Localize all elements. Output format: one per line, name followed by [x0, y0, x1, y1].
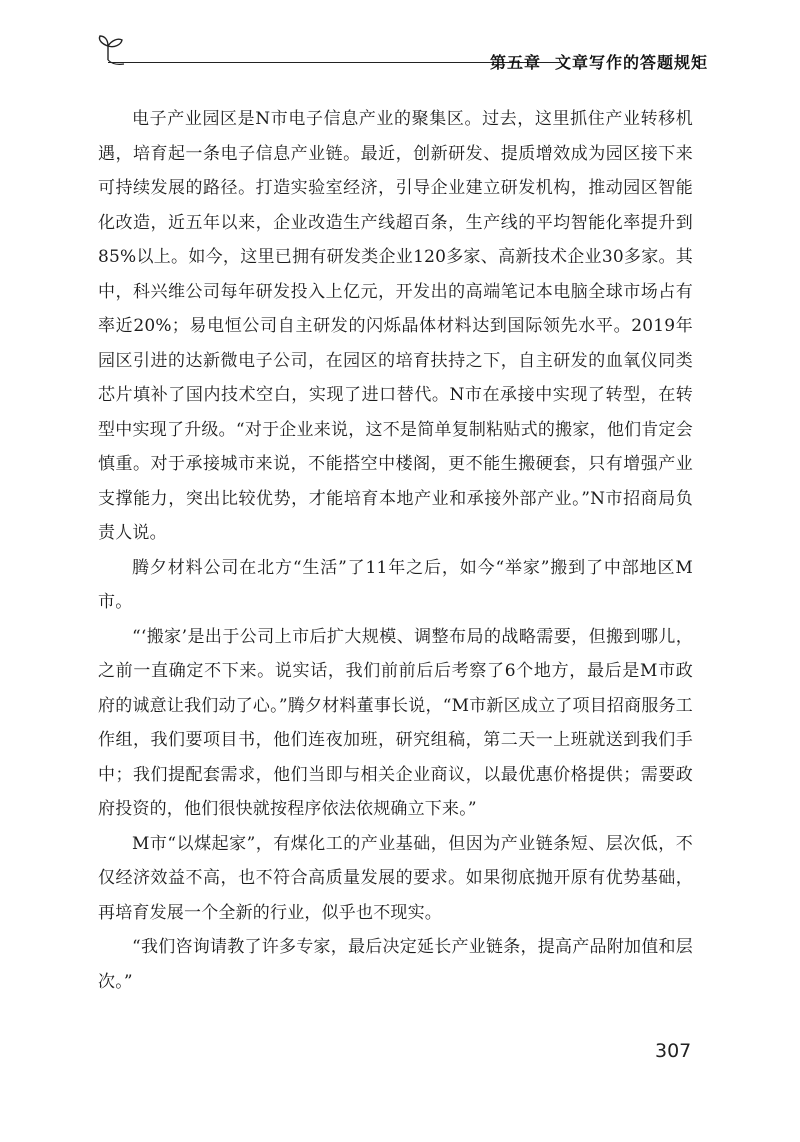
paragraph: “‘搬家’是出于公司上市后扩大规模、调整布局的战略需要，但搬到哪儿，之前一直确定不下来。说实话，我们前前后后考察了6个地方，最后是M市政府的诚意让我们动了心。”腾夕材料董事长说，“M市新区成立了项目招商服务工作组，我们要项目书，他们连夜加班，研究组稿，第二天一上班就送到我们手中；我们提配套需求，他们当即与相关企业商议，以最优惠价格提供；需要政府投资的，他们很快就按程序依法依规确立下来。” [98, 626, 693, 819]
chapter-heading [490, 50, 708, 73]
paragraph: 电子产业园区是N市电子信息产业的聚集区。过去，这里抓住产业转移机遇，培育起一条电子信息产业链。最近，创新研发、提质增效成为园区接下来可持续发展的路径。打造实验室经济，引导企业建立研发机构，推动园区智能化改造，近五年以来，企业改造生产线超百条，生产线的平均智能化率提升到85%以上。如今，这里已拥有研发类企业120多家、高新技术企业30多家。其中，科兴维公司每年研发投入上亿元，开发出的高端笔记本电脑全球市场占有率近20%；易电恒公司自主研发的闪烁晶体材料达到国际领先水平。2019年园区引进的达新微电子公司，在园区的培育扶持之下，自主研发的血氧仪同类芯片填补了国内技术空白，实现了进口替代。N市在承接中实现了转型，在转型中实现了升级。“对于企业来说，这不是简单复制粘贴式的搬家，他们肯定会慎重。对于承接城市来说，不能搭空中楼阁，更不能生搬硬套，只有增强产业支撑能力，突出比较优势，才能培育本地产业和承接外部产业。”N市招商局负责人说。 [98, 109, 693, 543]
chapter-number: 第五章 [489, 53, 541, 72]
running-header [88, 28, 708, 78]
sprout-icon [94, 30, 134, 70]
paragraph: 腾夕材料公司在北方“生活”了11年之后，如今“举家”搬到了中部地区M市。 [98, 557, 693, 612]
page-number: 307 [655, 1040, 692, 1062]
body-text [98, 102, 693, 999]
paragraph: M市“以煤起家”，有煤化工的产业基础，但因为产业链条短、层次低，不仅经济效益不高，也不符合高质量发展的要求。如果彻底抛开原有优势基础，再培育发展一个全新的行业，似乎也不现实。 [98, 833, 693, 923]
paragraph: “我们咨询请教了许多专家，最后决定延长产业链条，提高产品附加值和层次。” [98, 937, 693, 992]
chapter-title: 文章写作的答题规矩 [554, 53, 708, 72]
